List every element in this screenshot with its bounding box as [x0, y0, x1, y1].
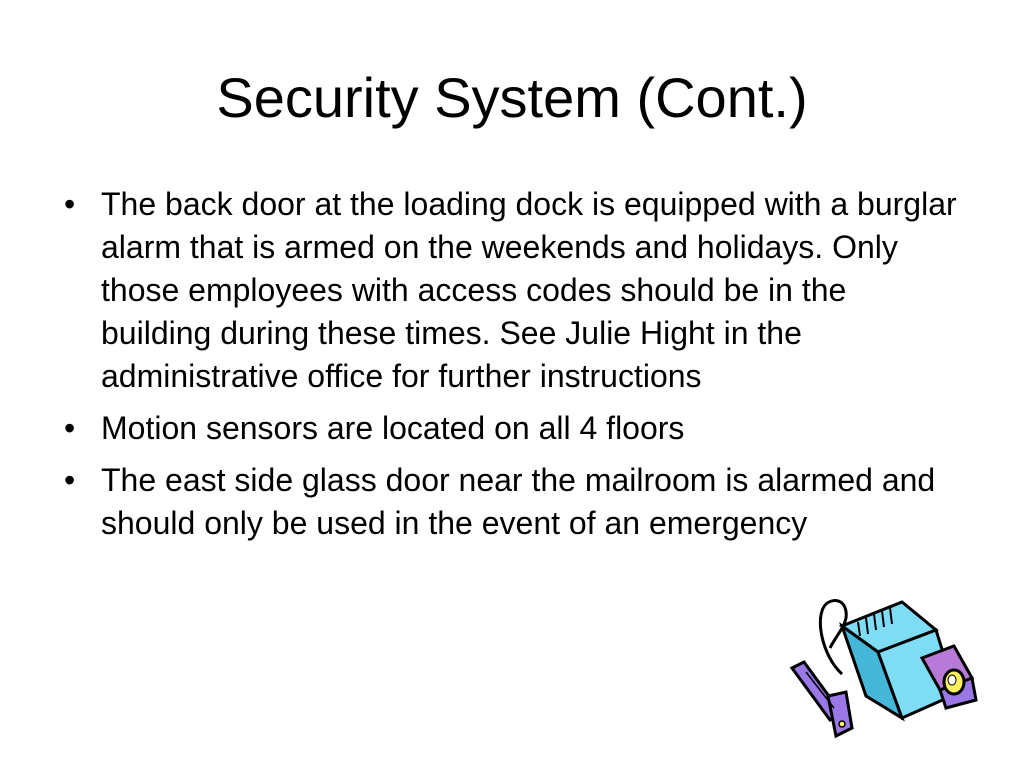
bullet-list — [64, 183, 964, 554]
bullet-text: The east side glass door near the mailroom is alarmed and should only be used in the event of an emergency — [101, 462, 936, 541]
bullet-text: Motion sensors are located on all 4 floors — [101, 410, 685, 446]
bullet-item — [64, 459, 964, 545]
bullet-item — [64, 183, 964, 398]
security-camera-icon — [784, 596, 984, 744]
bullet-icon: • — [64, 186, 76, 222]
slide-title: Security System (Cont.) — [216, 66, 808, 129]
bullet-icon: • — [64, 410, 76, 446]
bullet-item — [64, 407, 964, 450]
bullet-text: The back door at the loading dock is equipped with a burglar alarm that is armed on the weekends and holidays. Only those employees with access codes should be in the building during these times. See Julie Hight in the administrative office for further instructions — [101, 186, 957, 394]
bullet-icon: • — [64, 462, 76, 498]
